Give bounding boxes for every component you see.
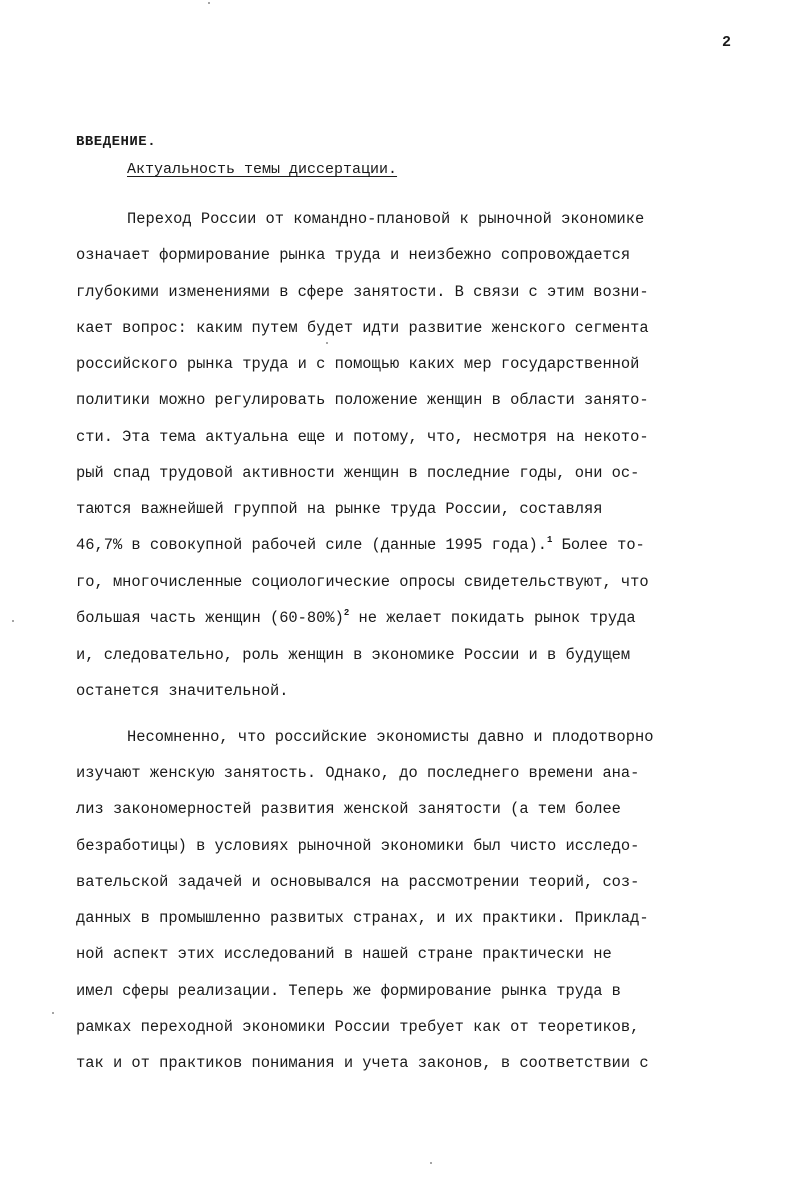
text-line xyxy=(76,535,645,555)
text-line: ной аспект этих исследований в нашей стране практически не xyxy=(76,945,612,963)
text-line: вательской задачей и основывался на рассмотрении теорий, соз- xyxy=(76,873,640,891)
footnote-marker-2: 2 xyxy=(343,608,350,618)
text-line: означает формирование рынка труда и неизбежно сопровождается xyxy=(76,246,631,264)
scan-speck xyxy=(52,1012,54,1014)
text-line: лиз закономерностей развития женской занятости (а тем более xyxy=(76,800,621,818)
text-line: данных в промышленно развитых странах, и их практики. Приклад- xyxy=(76,909,649,927)
footnote-marker-1: 1 xyxy=(547,535,553,545)
scan-speck xyxy=(208,2,210,4)
text-line: го, многочисленные социологические опросы свидетельствуют, что xyxy=(76,573,649,591)
text-segment: не желает покидать рынок труда xyxy=(349,609,636,627)
text-line: изучают женскую занятость. Однако, до последнего времени ана- xyxy=(76,764,640,782)
text-line: политики можно регулировать положение женщин в области занято- xyxy=(76,391,649,409)
scan-speck xyxy=(326,342,328,344)
section-subheading: Актуальность темы диссертации. xyxy=(127,161,398,178)
text-line: российского рынка труда и с помощью каких мер государственной xyxy=(76,355,640,373)
scan-speck xyxy=(12,620,14,622)
page-number: 2 xyxy=(721,34,731,51)
text-line: глубокими изменениями в сфере занятости. В связи с этим возни- xyxy=(76,283,649,301)
text-line: кает вопрос: каким путем будет идти развитие женского сегмента xyxy=(76,319,649,337)
text-line: сти. Эта тема актуальна еще и потому, что, несмотря на некото- xyxy=(76,428,649,446)
text-line: рый спад трудовой активности женщин в последние годы, они ос- xyxy=(76,464,640,482)
text-segment: 46,7% в совокупной рабочей силе (данные 1995 года). xyxy=(76,536,548,554)
scan-speck xyxy=(430,1162,432,1164)
text-line: Несомненно, что российские экономисты давно и плодотворно xyxy=(127,728,654,746)
text-line: рамках переходной экономики России требует как от теоретиков, xyxy=(76,1018,640,1036)
text-line: и, следовательно, роль женщин в экономике России и в будущем xyxy=(76,646,631,664)
text-line: имел сферы реализации. Теперь же формирование рынка труда в xyxy=(76,982,621,1000)
section-heading: ВВЕДЕНИЕ. xyxy=(76,134,157,150)
text-segment: большая часть женщин (60-80%) xyxy=(76,609,344,627)
text-line: останется значительной. xyxy=(76,682,289,700)
text-line xyxy=(76,608,636,628)
text-segment: Более то- xyxy=(552,536,645,554)
text-line: безработицы) в условиях рыночной экономики был чисто исследо- xyxy=(76,837,640,855)
text-line: таются важнейшей группой на рынке труда России, составляя xyxy=(76,500,603,518)
text-line: Переход России от командно-плановой к рыночной экономике xyxy=(127,210,645,228)
text-line: так и от практиков понимания и учета законов, в соответствии с xyxy=(76,1054,649,1072)
